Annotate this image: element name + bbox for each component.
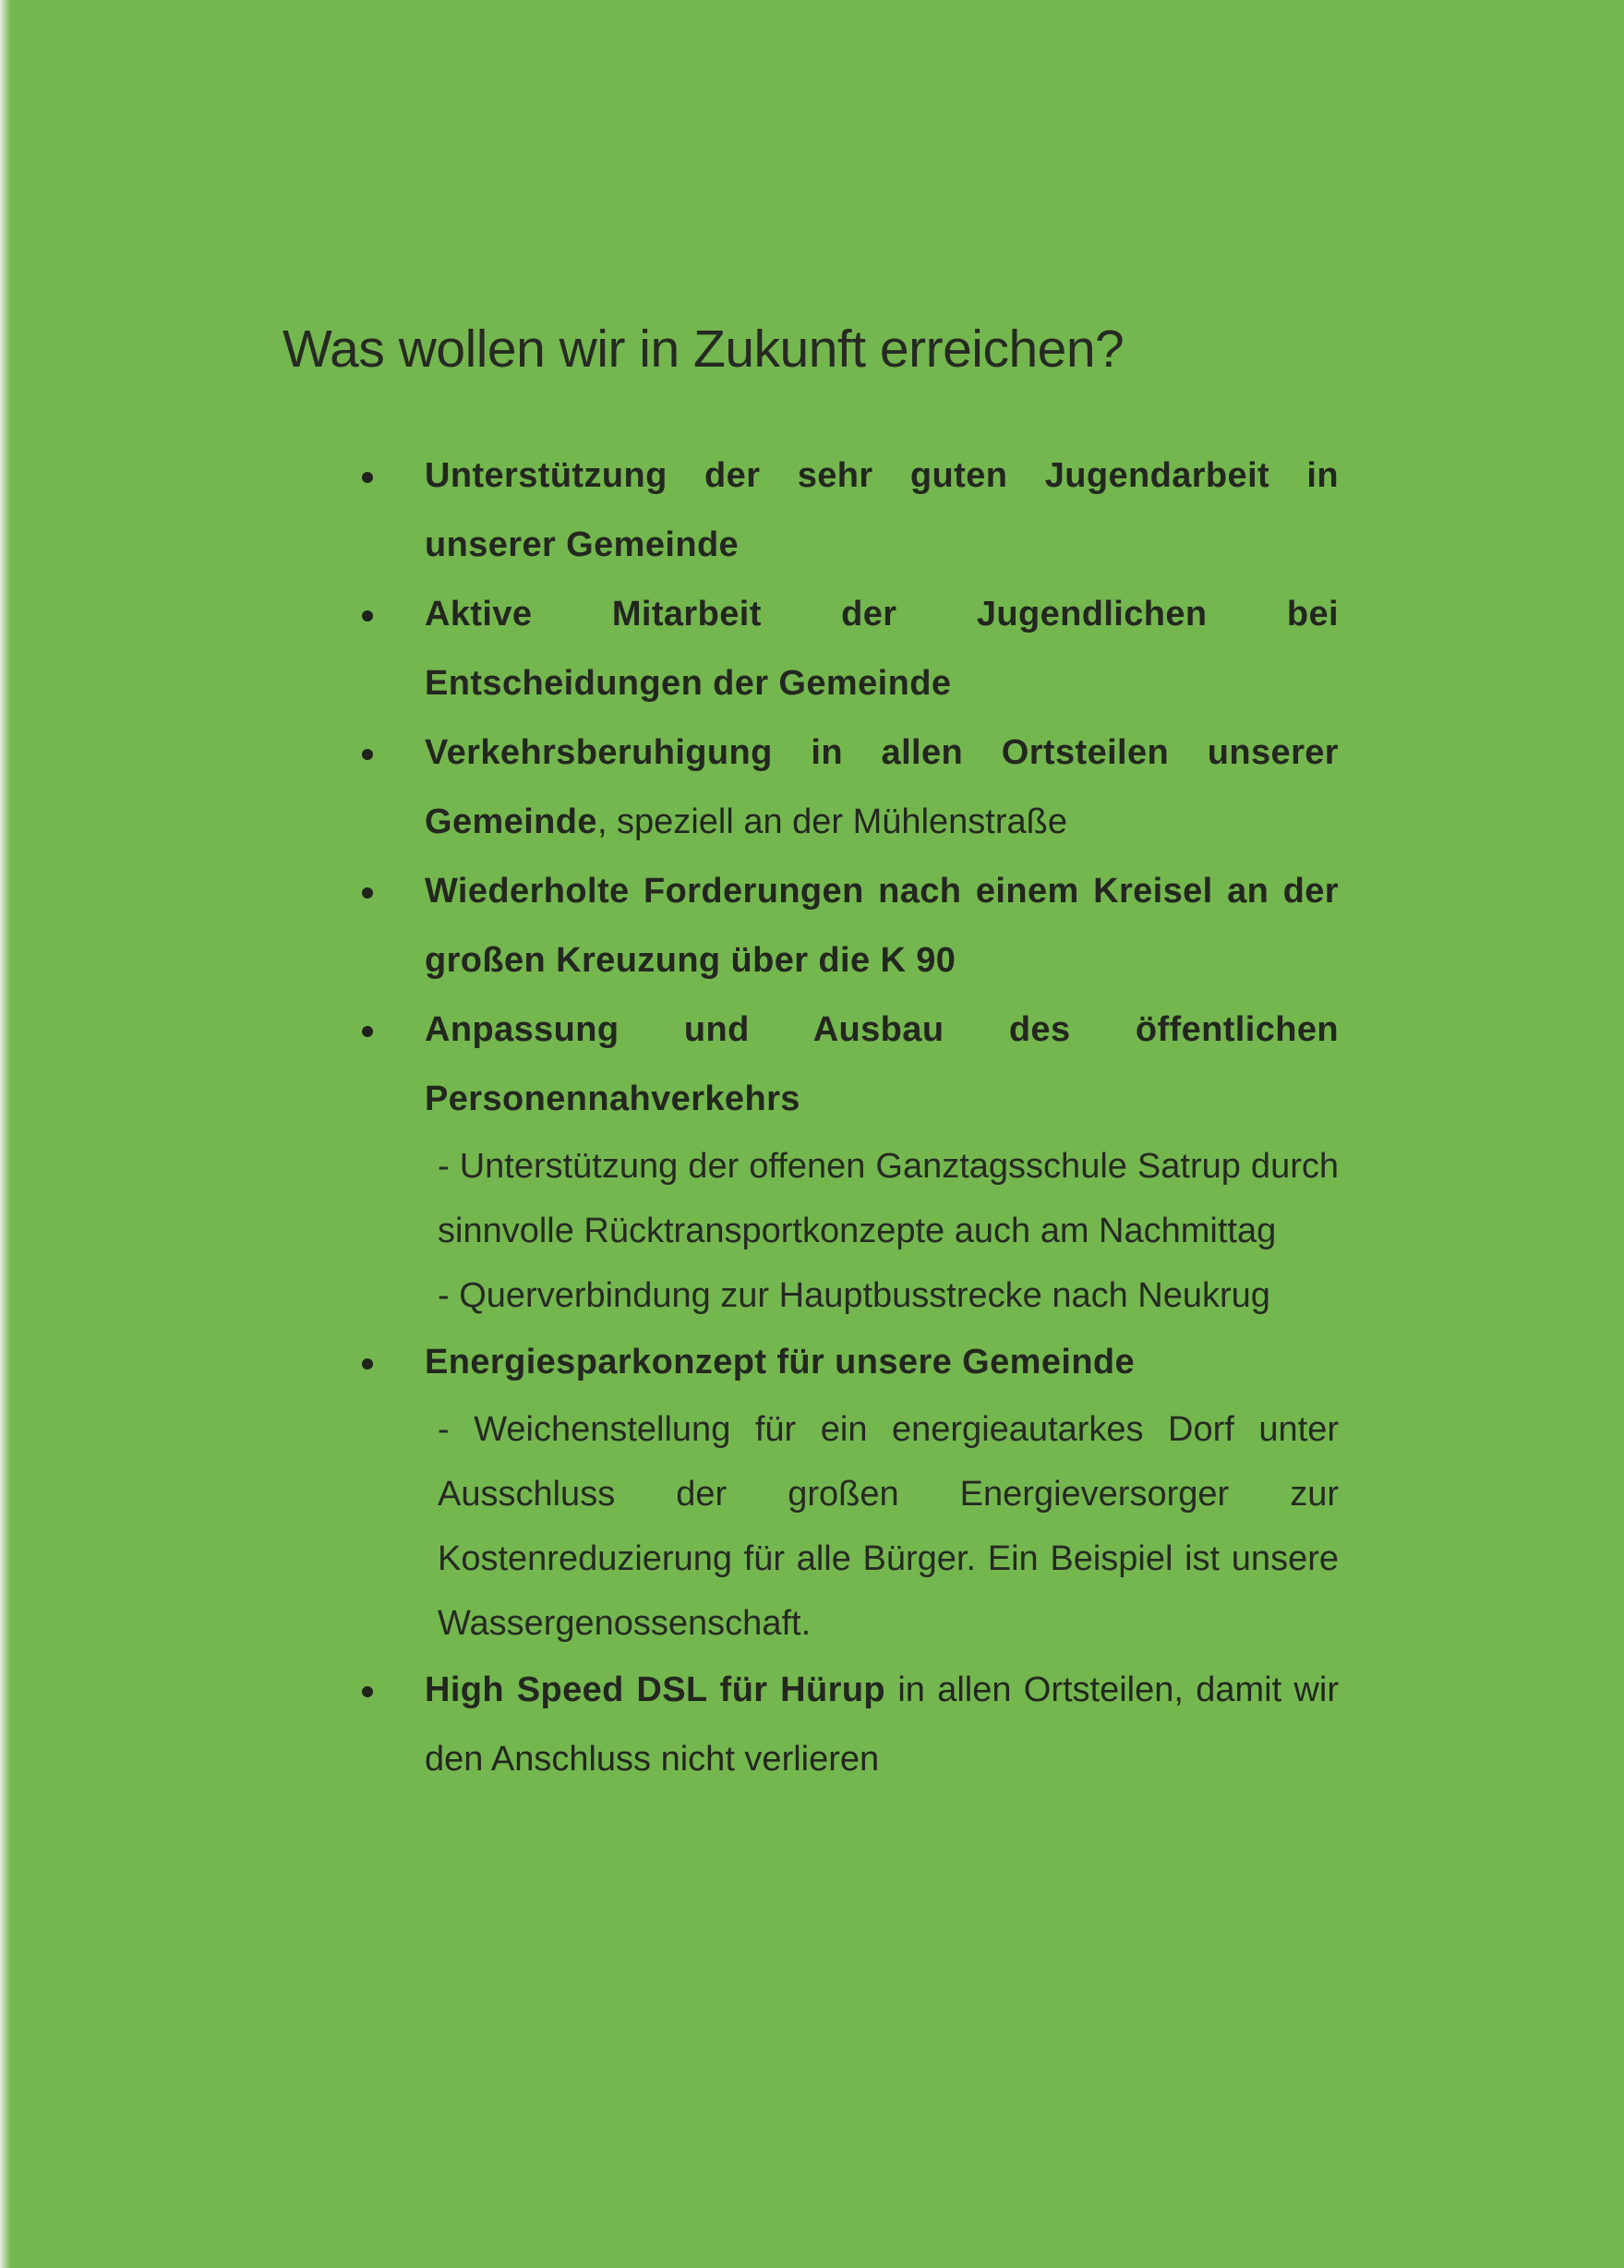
list-item bbox=[351, 1328, 1339, 1656]
sub-item: - Unterstützung der offenen Ganztagsschule Satrup durch sinnvolle Rücktransportkonzepte auch am Nachmittag bbox=[438, 1147, 1339, 1250]
item-text bbox=[425, 718, 1339, 857]
item-bold-text: Anpassung und Ausbau des öffentlichen Personennahverkehrs bbox=[425, 1010, 1339, 1118]
sub-item: - Weichenstellung für ein energieautarkes Dorf unter Ausschluss der großen Energieversorger zur Kostenreduzierung für alle Bürger. Ein Beispiel ist unsere Wassergenossenschaft. bbox=[438, 1410, 1339, 1643]
item-text bbox=[425, 995, 1339, 1134]
item-bold-text: Wiederholte Forderungen nach einem Kreisel an der großen Kreuzung über die K 90 bbox=[425, 872, 1339, 980]
bullet-icon bbox=[362, 472, 373, 483]
item-text bbox=[425, 1328, 1339, 1397]
item-bold-text: High Speed DSL für Hürup bbox=[425, 1671, 886, 1709]
goals-list bbox=[351, 441, 1339, 1794]
item-bold-text: Unterstützung der sehr guten Jugendarbeit in unserer Gemeinde bbox=[425, 456, 1339, 564]
list-item bbox=[351, 857, 1339, 995]
item-text bbox=[425, 580, 1339, 718]
item-normal-text: in allen Ortsteilen, damit wir den Anschluss nicht verlieren bbox=[425, 1671, 1339, 1779]
item-bold-text: Verkehrsberuhigung in allen Ortsteilen unserer Gemeinde bbox=[425, 733, 1339, 841]
list-item bbox=[351, 995, 1339, 1328]
list-item bbox=[351, 441, 1339, 580]
item-bold-text: Energiesparkonzept für unsere Gemeinde bbox=[425, 1343, 1136, 1381]
item-bold-text: Aktive Mitarbeit der Jugendlichen bei Entscheidungen der Gemeinde bbox=[425, 595, 1339, 703]
list-item bbox=[351, 1656, 1339, 1794]
list-item bbox=[351, 580, 1339, 718]
item-text bbox=[425, 1656, 1339, 1794]
item-normal-text: , speziell an der Mühlenstraße bbox=[596, 802, 1067, 841]
page-title: Was wollen wir in Zukunft erreichen? bbox=[283, 320, 1125, 379]
bullet-icon bbox=[362, 749, 373, 760]
list-item bbox=[351, 718, 1339, 857]
item-text bbox=[425, 857, 1339, 995]
bullet-icon bbox=[362, 1358, 373, 1369]
bullet-icon bbox=[362, 1686, 373, 1697]
bullet-icon bbox=[362, 887, 373, 899]
sub-item: - Querverbindung zur Hauptbusstrecke nach Neukrug bbox=[438, 1276, 1270, 1315]
bullet-icon bbox=[362, 610, 373, 621]
item-text bbox=[425, 441, 1339, 580]
bullet-icon bbox=[362, 1026, 373, 1037]
